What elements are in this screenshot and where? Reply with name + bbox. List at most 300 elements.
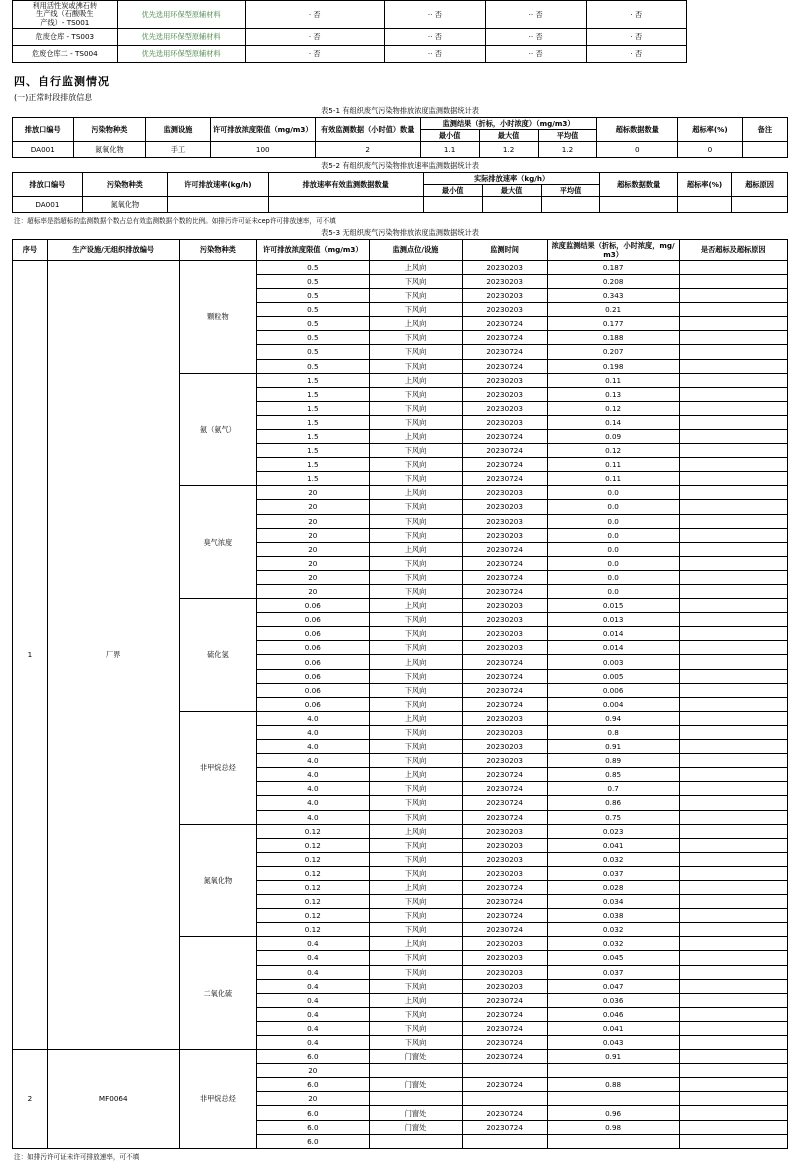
table-row xyxy=(13,1050,788,1064)
cell-limit: 20 xyxy=(257,528,369,542)
cell-exceed xyxy=(679,923,788,937)
cell-point: 下风向 xyxy=(369,683,462,697)
cell-time xyxy=(462,1134,547,1148)
cell-exceed xyxy=(679,1050,788,1064)
cell-exceed xyxy=(679,965,788,979)
cell-point: 上风向 xyxy=(369,768,462,782)
cell-exceed xyxy=(679,585,788,599)
cell-pollutant: 非甲烷总烃 xyxy=(179,1050,257,1149)
cell-exceed xyxy=(679,260,788,274)
cell-result: 0.98 xyxy=(547,1120,679,1134)
cell-point: 门窗处 xyxy=(369,1050,462,1064)
cell-limit: 0.4 xyxy=(257,1036,369,1050)
cell-option-3: · 否 xyxy=(586,45,687,62)
cell-exceed xyxy=(679,401,788,415)
cell-point: 下风向 xyxy=(369,979,462,993)
cell-point: 下风向 xyxy=(369,556,462,570)
cell-point: 下风向 xyxy=(369,1007,462,1021)
th52-outlet: 排放口编号 xyxy=(13,172,83,196)
cell-time: 20230724 xyxy=(462,317,547,331)
cell-result: 0.8 xyxy=(547,725,679,739)
cell-max: 1.2 xyxy=(479,141,538,157)
cell-point: 下风向 xyxy=(369,444,462,458)
cell-point: 下风向 xyxy=(369,1036,462,1050)
cell-limit: 4.0 xyxy=(257,810,369,824)
cell-limit: 4.0 xyxy=(257,740,369,754)
cell-limit: 0.12 xyxy=(257,824,369,838)
th52-avg: 平均值 xyxy=(541,184,600,196)
th-avg: 平均值 xyxy=(538,129,597,141)
cell-point: 下风向 xyxy=(369,852,462,866)
section-subtitle: (一)正常时段排放信息 xyxy=(14,92,93,102)
cell-exceed xyxy=(679,345,788,359)
cell-exceed xyxy=(679,458,788,472)
cell-option-2: ·· 否 xyxy=(485,1,586,29)
cell-point xyxy=(369,1134,462,1148)
cell-result: 0.041 xyxy=(547,1021,679,1035)
cell-exceed xyxy=(679,880,788,894)
cell-limit: 1.5 xyxy=(257,472,369,486)
cell-result: 0.89 xyxy=(547,754,679,768)
cell-option-1: ·· 否 xyxy=(385,1,486,29)
section-title: 四、自行监测情况 xyxy=(14,74,110,88)
cell-time: 20230203 xyxy=(462,754,547,768)
cell-time: 20230203 xyxy=(462,711,547,725)
cell-valid-count: 2 xyxy=(315,141,420,157)
cell-facility-name: 利用活性炭或沸石转 生产线（石酸吸生 产线）- TS001 xyxy=(13,1,118,29)
cell-exceed xyxy=(679,274,788,288)
cell-time: 20230203 xyxy=(462,725,547,739)
cell-limit: 1.5 xyxy=(257,401,369,415)
th-min: 最小值 xyxy=(420,129,479,141)
cell-exceed xyxy=(679,373,788,387)
cell-exceed xyxy=(679,627,788,641)
cell-exceed xyxy=(679,993,788,1007)
cell-result: 0.12 xyxy=(547,401,679,415)
th53-index: 序号 xyxy=(13,239,48,260)
cell-exceed xyxy=(679,500,788,514)
cell-point: 下风向 xyxy=(369,838,462,852)
th52-pollutant: 污染物种类 xyxy=(82,172,167,196)
cell-exceed xyxy=(679,655,788,669)
cell-time: 20230203 xyxy=(462,937,547,951)
cell-time: 20230724 xyxy=(462,1036,547,1050)
cell-result: 0.11 xyxy=(547,472,679,486)
th52-min: 最小值 xyxy=(423,184,482,196)
cell-limit: 0.12 xyxy=(257,909,369,923)
cell-limit: 20 xyxy=(257,1064,369,1078)
cell-exceed xyxy=(679,1036,788,1050)
cell-limit: 0.4 xyxy=(257,965,369,979)
cell-point: 下风向 xyxy=(369,697,462,711)
cell-time xyxy=(462,1092,547,1106)
cell-result: 0.004 xyxy=(547,697,679,711)
cell-option-2: ·· 否 xyxy=(485,45,586,62)
cell-time: 20230203 xyxy=(462,824,547,838)
cell-point: 下风向 xyxy=(369,895,462,909)
cell-limit: 1.5 xyxy=(257,444,369,458)
cell-exceed xyxy=(679,542,788,556)
cell-limit: 0.5 xyxy=(257,303,369,317)
cell-time: 20230724 xyxy=(462,669,547,683)
cell-exceed-rate: 0 xyxy=(678,141,743,157)
cell-point: 上风向 xyxy=(369,824,462,838)
cell-limit: 0.12 xyxy=(257,880,369,894)
cell-time: 20230724 xyxy=(462,429,547,443)
cell-limit: 0.06 xyxy=(257,655,369,669)
cell-result: 0.038 xyxy=(547,909,679,923)
cell-time: 20230203 xyxy=(462,260,547,274)
cell-exceed xyxy=(679,444,788,458)
cell-time: 20230724 xyxy=(462,472,547,486)
th53-time: 监测时间 xyxy=(462,239,547,260)
cell-point: 下风向 xyxy=(369,514,462,528)
cell-exceed-count xyxy=(600,196,678,212)
cell-point: 下风向 xyxy=(369,951,462,965)
cell-point: 上风向 xyxy=(369,373,462,387)
cell-point: 下风向 xyxy=(369,1021,462,1035)
cell-point: 下风向 xyxy=(369,500,462,514)
cell-result: 0.85 xyxy=(547,768,679,782)
cell-exceed xyxy=(679,937,788,951)
cell-limit: 0.5 xyxy=(257,317,369,331)
cell-pollutant: 氨（氨气） xyxy=(179,373,257,486)
cell-time: 20230724 xyxy=(462,331,547,345)
cell-result: 0.14 xyxy=(547,415,679,429)
cell-point: 下风向 xyxy=(369,359,462,373)
cell-exceed xyxy=(679,387,788,401)
cell-result: 0.028 xyxy=(547,880,679,894)
cell-outlet: DA001 xyxy=(13,196,83,212)
cell-result: 0.037 xyxy=(547,965,679,979)
cell-option-3: · 否 xyxy=(586,1,687,29)
table-row xyxy=(13,260,788,274)
cell-time: 20230724 xyxy=(462,895,547,909)
cell-index: 1 xyxy=(13,260,48,1049)
cell-exceed xyxy=(679,613,788,627)
cell-exceed xyxy=(679,979,788,993)
cell-pollutant: 氮氧化物 xyxy=(73,141,146,157)
cell-result: 0.003 xyxy=(547,655,679,669)
cell-limit: 0.4 xyxy=(257,951,369,965)
table-52 xyxy=(12,172,788,213)
cell-time: 20230724 xyxy=(462,810,547,824)
cell-facility: 厂界 xyxy=(47,260,179,1049)
th-valid-count: 有效监测数据（小时值）数量 xyxy=(315,117,420,141)
cell-limit: 0.5 xyxy=(257,274,369,288)
th53-limit: 许可排放浓度限值（mg/m3） xyxy=(257,239,369,260)
cell-result xyxy=(547,1064,679,1078)
cell-time: 20230724 xyxy=(462,782,547,796)
cell-exceed xyxy=(679,1007,788,1021)
cell-point: 下风向 xyxy=(369,669,462,683)
cell-result: 0.11 xyxy=(547,373,679,387)
cell-point: 下风向 xyxy=(369,585,462,599)
cell-time: 20230203 xyxy=(462,415,547,429)
cell-time: 20230203 xyxy=(462,979,547,993)
cell-result: 0.0 xyxy=(547,500,679,514)
cell-exceed xyxy=(679,1064,788,1078)
cell-limit: 20 xyxy=(257,1092,369,1106)
cell-exceed xyxy=(679,669,788,683)
cell-exceed xyxy=(679,866,788,880)
cell-limit: 6.0 xyxy=(257,1050,369,1064)
cell-limit: 6.0 xyxy=(257,1134,369,1148)
cell-max xyxy=(482,196,541,212)
cell-exceed xyxy=(679,711,788,725)
table-52-note: 注：超标率是指超标的监测数据个数占总有效监测数据个数的比例。如排污许可证未сер许可排放速率，可不填 xyxy=(14,216,336,225)
cell-exceed xyxy=(679,725,788,739)
cell-result: 0.187 xyxy=(547,260,679,274)
cell-exceed xyxy=(679,768,788,782)
cell-limit: 0.06 xyxy=(257,697,369,711)
th52-valid-count: 排放速率有效监测数据数量 xyxy=(268,172,423,196)
cell-result: 0.046 xyxy=(547,1007,679,1021)
table-53 xyxy=(12,239,788,1149)
cell-exceed xyxy=(679,782,788,796)
cell-exceed xyxy=(679,359,788,373)
cell-result: 0.045 xyxy=(547,951,679,965)
cell-point: 门窗处 xyxy=(369,1120,462,1134)
cell-exceed xyxy=(679,754,788,768)
cell-limit: 20 xyxy=(257,500,369,514)
cell-time: 20230724 xyxy=(462,458,547,472)
cell-exceed xyxy=(679,810,788,824)
cell-result: 0.188 xyxy=(547,331,679,345)
cell-result: 0.88 xyxy=(547,1078,679,1092)
cell-limit: 20 xyxy=(257,570,369,584)
table-row xyxy=(13,28,788,45)
cell-time: 20230724 xyxy=(462,880,547,894)
cell-time: 20230203 xyxy=(462,627,547,641)
table-row xyxy=(13,196,788,212)
cell-time: 20230724 xyxy=(462,1050,547,1064)
cell-point: 下风向 xyxy=(369,472,462,486)
cell-limit: 0.5 xyxy=(257,289,369,303)
cell-result: 0.94 xyxy=(547,711,679,725)
cell-point: 下风向 xyxy=(369,866,462,880)
cell-limit: 0.06 xyxy=(257,613,369,627)
cell-time: 20230724 xyxy=(462,796,547,810)
cell-limit: 1.5 xyxy=(257,458,369,472)
cell-result: 0.96 xyxy=(547,1106,679,1120)
cell-limit: 20 xyxy=(257,514,369,528)
cell-limit: 0.4 xyxy=(257,1021,369,1035)
cell-time: 20230203 xyxy=(462,486,547,500)
cell-exceed xyxy=(679,1078,788,1092)
cell-exceed xyxy=(679,528,788,542)
cell-limit: 4.0 xyxy=(257,768,369,782)
cell-point: 上风向 xyxy=(369,260,462,274)
th-remark: 备注 xyxy=(742,117,787,141)
cell-point: 下风向 xyxy=(369,782,462,796)
cell-point: 下风向 xyxy=(369,387,462,401)
cell-result: 0.0 xyxy=(547,570,679,584)
th-max: 最大值 xyxy=(479,129,538,141)
cell-exceed xyxy=(679,1092,788,1106)
cell-time: 20230203 xyxy=(462,387,547,401)
cell-point: 下风向 xyxy=(369,725,462,739)
cell-result: 0.91 xyxy=(547,740,679,754)
cell-option-0: · 否 xyxy=(245,28,385,45)
cell-limit: 0.12 xyxy=(257,895,369,909)
cell-exceed xyxy=(679,796,788,810)
cell-limit: 0.12 xyxy=(257,838,369,852)
cell-point: 上风向 xyxy=(369,429,462,443)
cell-material: 优先选用环保型原辅材料 xyxy=(117,45,245,62)
cell-exceed xyxy=(679,838,788,852)
cell-time: 20230724 xyxy=(462,768,547,782)
cell-point: 下风向 xyxy=(369,528,462,542)
table-51-caption: 表5-1 有组织废气污染物排放浓度监测数据统计表 xyxy=(321,105,479,115)
cell-point: 下风向 xyxy=(369,289,462,303)
cell-result: 0.0 xyxy=(547,486,679,500)
cell-option-1: ·· 否 xyxy=(385,45,486,62)
cell-exceed xyxy=(679,909,788,923)
th53-facility: 生产设施/无组织排放编号 xyxy=(47,239,179,260)
cell-option-3: · 否 xyxy=(586,28,687,45)
cell-time: 20230203 xyxy=(462,866,547,880)
cell-exceed xyxy=(679,683,788,697)
cell-result: 0.13 xyxy=(547,387,679,401)
cell-option-0: · 否 xyxy=(245,1,385,29)
cell-result: 0.023 xyxy=(547,824,679,838)
cell-time: 20230203 xyxy=(462,401,547,415)
cell-facility-name: 危废仓库 - TS003 xyxy=(13,28,118,45)
cell-result: 0.177 xyxy=(547,317,679,331)
cell-result xyxy=(547,1134,679,1148)
cell-point: 上风向 xyxy=(369,993,462,1007)
cell-limit xyxy=(168,196,269,212)
cell-time xyxy=(462,1064,547,1078)
cell-limit: 4.0 xyxy=(257,754,369,768)
cell-exceed xyxy=(679,1106,788,1120)
cell-point: 下风向 xyxy=(369,641,462,655)
cell-point: 下风向 xyxy=(369,740,462,754)
cell-point xyxy=(369,1092,462,1106)
th53-result: 浓度监测结果（折标，小时浓度，mg/m3） xyxy=(547,239,679,260)
table-52-caption: 表5-2 有组织废气污染物排放速率监测数据统计表 xyxy=(321,160,479,170)
cell-exceed xyxy=(679,641,788,655)
cell-result: 0.015 xyxy=(547,599,679,613)
cell-material: 优先选用环保型原辅材料 xyxy=(117,1,245,29)
cell-time: 20230203 xyxy=(462,852,547,866)
cell-option-2: ·· 否 xyxy=(485,28,586,45)
cell-time: 20230203 xyxy=(462,303,547,317)
cell-result: 0.014 xyxy=(547,627,679,641)
cell-exceed xyxy=(679,514,788,528)
cell-time: 20230203 xyxy=(462,500,547,514)
cell-result: 0.047 xyxy=(547,979,679,993)
cell-time: 20230724 xyxy=(462,993,547,1007)
cell-time: 20230203 xyxy=(462,951,547,965)
cell-point: 下风向 xyxy=(369,274,462,288)
cell-time: 20230203 xyxy=(462,838,547,852)
cell-point: 上风向 xyxy=(369,542,462,556)
cell-limit: 0.4 xyxy=(257,993,369,1007)
cell-point: 下风向 xyxy=(369,923,462,937)
cell-limit: 1.5 xyxy=(257,387,369,401)
cell-result: 0.343 xyxy=(547,289,679,303)
cell-exceed xyxy=(679,331,788,345)
cell-result: 0.032 xyxy=(547,937,679,951)
cell-exceed xyxy=(679,303,788,317)
cell-exceed xyxy=(679,951,788,965)
cell-limit: 0.5 xyxy=(257,260,369,274)
cell-point: 上风向 xyxy=(369,317,462,331)
table-53-note: 注：如排污许可证未许可排放速率，可不填 xyxy=(14,1152,140,1161)
table-row xyxy=(13,1,788,29)
cell-limit: 6.0 xyxy=(257,1078,369,1092)
cell-time: 20230724 xyxy=(462,1007,547,1021)
cell-time: 20230724 xyxy=(462,585,547,599)
cell-pollutant: 颗粒物 xyxy=(179,260,257,373)
cell-time: 20230203 xyxy=(462,528,547,542)
th52-rate-group: 实际排放速率（kg/h） xyxy=(423,172,600,184)
cell-limit: 0.06 xyxy=(257,627,369,641)
cell-reason xyxy=(732,196,788,212)
cell-point: 下风向 xyxy=(369,345,462,359)
cell-time: 20230724 xyxy=(462,1120,547,1134)
cell-point xyxy=(369,1064,462,1078)
cell-point: 下风向 xyxy=(369,810,462,824)
cell-result: 0.043 xyxy=(547,1036,679,1050)
th53-point: 监测点位/设施 xyxy=(369,239,462,260)
cell-time: 20230203 xyxy=(462,274,547,288)
cell-option-1: ·· 否 xyxy=(385,28,486,45)
cell-time: 20230724 xyxy=(462,683,547,697)
cell-time: 20230724 xyxy=(462,1078,547,1092)
th-exceed-rate: 超标率(%) xyxy=(678,117,743,141)
cell-limit: 1.5 xyxy=(257,373,369,387)
cell-result: 0.7 xyxy=(547,782,679,796)
cell-point: 上风向 xyxy=(369,711,462,725)
cell-outlet: DA001 xyxy=(13,141,74,157)
cell-exceed xyxy=(679,415,788,429)
cell-result: 0.09 xyxy=(547,429,679,443)
cell-limit: 4.0 xyxy=(257,796,369,810)
cell-avg xyxy=(541,196,600,212)
cell-time: 20230724 xyxy=(462,909,547,923)
cell-limit: 4.0 xyxy=(257,782,369,796)
cell-time: 20230203 xyxy=(462,599,547,613)
th52-exceed-rate: 超标率(%) xyxy=(677,172,731,196)
table-row xyxy=(13,45,788,62)
cell-result: 0.037 xyxy=(547,866,679,880)
cell-time: 20230203 xyxy=(462,289,547,303)
cell-time: 20230724 xyxy=(462,1021,547,1035)
cell-result: 0.036 xyxy=(547,993,679,1007)
cell-result: 0.0 xyxy=(547,528,679,542)
cell-valid-count xyxy=(268,196,423,212)
cell-exceed xyxy=(679,824,788,838)
cell-result: 0.0 xyxy=(547,514,679,528)
cell-limit: 0.06 xyxy=(257,669,369,683)
cell-result: 0.014 xyxy=(547,641,679,655)
cell-pollutant: 臭气浓度 xyxy=(179,486,257,599)
cell-point: 下风向 xyxy=(369,415,462,429)
cell-avg: 1.2 xyxy=(538,141,597,157)
cell-min xyxy=(423,196,482,212)
cell-time: 20230724 xyxy=(462,655,547,669)
cell-limit: 20 xyxy=(257,486,369,500)
th52-reason: 超标原因 xyxy=(732,172,788,196)
cell-pollutant: 氮氧化物 xyxy=(179,824,257,937)
cell-exceed xyxy=(679,852,788,866)
th53-pollutant: 污染物种类 xyxy=(179,239,257,260)
cell-exceed-count: 0 xyxy=(597,141,678,157)
th53-exceed: 是否超标及超标原因 xyxy=(679,239,788,260)
